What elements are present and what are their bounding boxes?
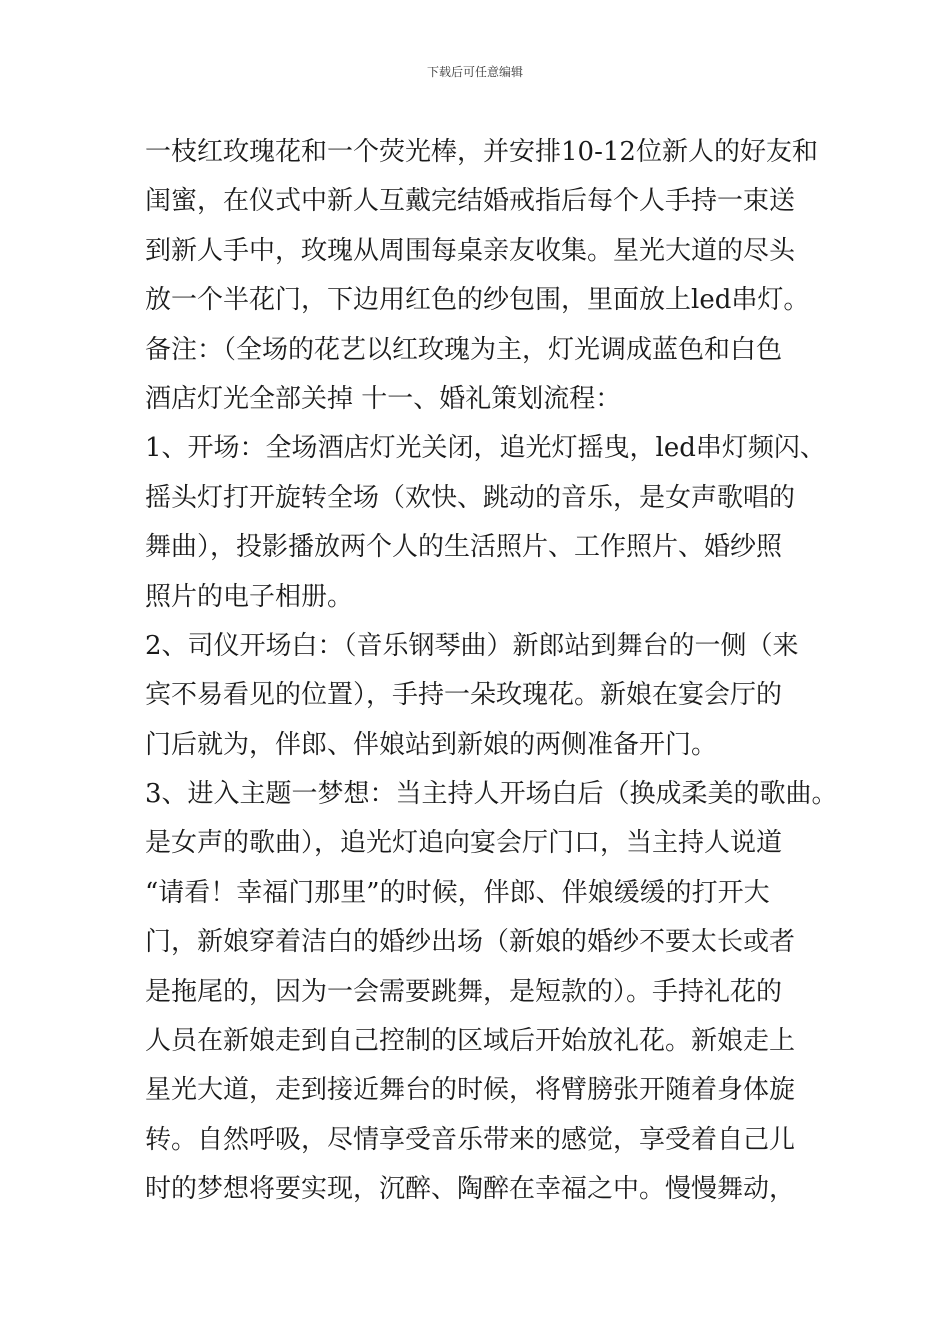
text-line: 闺蜜，在仪式中新人互戴完结婚戒指后每个人手持一束送 bbox=[145, 186, 796, 217]
text-line: 门，新娘穿着洁白的婚纱出场（新娘的婚纱不要太长或者 bbox=[145, 927, 796, 958]
text-line: “请看！幸福门那里”的时候，伴郎、伴娘缓缓的打开大 bbox=[145, 877, 770, 908]
text-line: 3、进入主题一梦想：当主持人开场白后（换成柔美的歌曲。 bbox=[145, 779, 838, 810]
text-line: 时的梦想将要实现，沉醉、陶醉在幸福之中。慢慢舞动， bbox=[145, 1174, 796, 1205]
text-line: 照片的电子相册。 bbox=[145, 581, 354, 612]
text-line: 一枝红玫瑰花和一个荧光棒，并安排10-12位新人的好友和 bbox=[145, 137, 818, 167]
text-line: 星光大道，走到接近舞台的时候，将臂膀张开随着身体旋 bbox=[145, 1075, 796, 1106]
text-line: 备注：（全场的花艺以红玫瑰为主，灯光调成蓝色和白色 bbox=[145, 334, 783, 365]
text-line: 到新人手中，玫瑰从周围每桌亲友收集。星光大道的尽头 bbox=[145, 235, 796, 266]
page-header: 下载后可任意编辑 bbox=[426, 65, 523, 79]
text-line: 人员在新娘走到自己控制的区域后开始放礼花。新娘走上 bbox=[145, 1026, 796, 1057]
text-line: 2、司仪开场白：（音乐钢琴曲）新郎站到舞台的一侧（来 bbox=[145, 630, 799, 661]
text-line: 是拖尾的，因为一会需要跳舞，是短款的）。手持礼花的 bbox=[145, 976, 783, 1007]
text-line: 门后就为，伴郎、伴娘站到新娘的两侧准备开门。 bbox=[145, 729, 718, 760]
body-text bbox=[145, 128, 838, 1215]
text-line: 转。自然呼吸，尽情享受音乐带来的感觉，享受着自己儿 bbox=[145, 1124, 796, 1155]
text-line: 放一个半花门，下边用红色的纱包围，里面放上led串灯。 bbox=[145, 285, 810, 316]
text-line: 酒店灯光全部关掉 十一、婚礼策划流程： bbox=[145, 383, 622, 414]
text-line: 宾不易看见的位置），手持一朵玫瑰花。新娘在宴会厅的 bbox=[145, 680, 783, 711]
text-line: 1、开场：全场酒店灯光关闭，追光灯摇曳，led串灯频闪、 bbox=[145, 433, 826, 464]
text-line: 摇头灯打开旋转全场（欢快、跳动的音乐，是女声歌唱的 bbox=[145, 482, 796, 513]
text-line: 舞曲），投影播放两个人的生活照片、工作照片、婚纱照 bbox=[145, 532, 783, 563]
text-line: 是女声的歌曲），追光灯追向宴会厅门口，当主持人说道 bbox=[145, 828, 783, 859]
